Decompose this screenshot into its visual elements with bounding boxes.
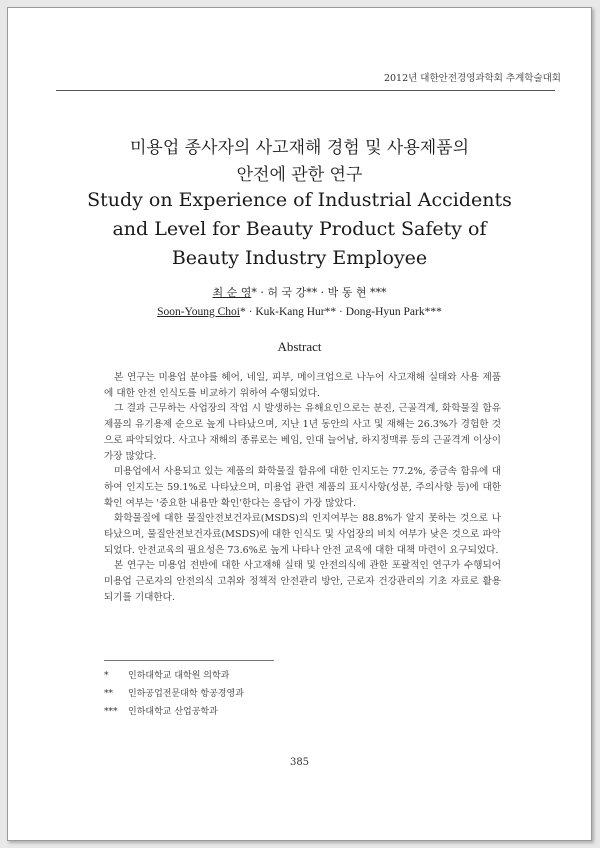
other-authors-ko: · 허 국 강** · 박 동 현 *** xyxy=(256,286,387,299)
english-authors xyxy=(8,306,591,318)
footnote xyxy=(104,703,244,721)
korean-title-line: 미용업 종사자의 사고재해 경험 및 사용제품의 xyxy=(129,138,470,158)
english-title-line: Study on Experience of Industrial Accidents xyxy=(87,189,512,211)
other-authors-en: · Kuk-Kang Hur** · Dong-Hyun Park*** xyxy=(245,306,442,318)
abstract-paragraph: 미용업에서 사용되고 있는 제품의 화학물질 함유에 대한 인지도는 77.2%, 중금속 함유에 대하여 인지도는 59.1%로 나타났으며, 미용업 관련 제품의 표시사항(성분, 주의사항 등)에 대한 확인 여부는 '중요한 내용만 확인'한다는 응답이 가장 많았다. xyxy=(104,466,501,509)
korean-title xyxy=(8,135,591,189)
header-rule xyxy=(56,90,555,91)
page-number: 385 xyxy=(289,757,310,768)
abstract-paragraph: 본 연구는 미용업 분야를 헤어, 네일, 피부, 메이크업으로 나누어 사고재해 실태와 사용 제품에 대한 안전 인식도를 비교하기 위하여 수행되었다. xyxy=(104,372,501,399)
footnote xyxy=(104,667,244,685)
footnote-mark: *** xyxy=(104,707,118,717)
korean-authors xyxy=(8,284,591,300)
running-header: 2012년 대한안전경영과학회 추계학술대회 xyxy=(383,73,561,84)
first-author-mark-ko: * xyxy=(251,286,257,299)
footnote-rule xyxy=(104,660,274,661)
footnote xyxy=(104,685,244,703)
abstract-paragraph: 화학물질에 대한 물질안전보건자료(MSDS)의 인지여부는 88.8%가 알지 못하는 것으로 나타났으며, 물질안전보건자료(MSDS)에 대한 인식도 및 사업장의 비치 여부가 낮은 것으로 파악되었다. 안전교육의 필요성은 73.6%로 높게 나타나 안전 교육에 대한 대책 마련이 요구되었다. xyxy=(104,513,501,556)
footnote-text: 인하대학교 대학원 의학과 xyxy=(128,671,230,681)
first-author-en: Soon-Young Choi xyxy=(157,306,240,318)
english-title-line: Beauty Industry Employee xyxy=(171,247,428,269)
first-author-ko: 최 순 영 xyxy=(212,286,252,299)
footnote-text: 인하공업전문대학 항공경영과 xyxy=(128,689,244,699)
abstract-body xyxy=(104,370,501,606)
abstract-paragraph: 그 결과 근무하는 사업장의 작업 시 발생하는 유해요인으로는 분진, 근골격계, 화학물질 함유 제품의 유기용제 순으로 높게 나타났으며, 지난 1년 동안의 사고 및 재해는 26.3%가 경험한 것으로 파악되었다. 사고나 재해의 종류로는 베임, 인대 늘어남, 하지정맥류 등의 근골격계 이상이 가장 많았다. xyxy=(104,403,501,462)
abstract-heading: Abstract xyxy=(277,339,322,354)
english-title-line: and Level for Beauty Product Safety of xyxy=(112,218,487,240)
footnote-mark: * xyxy=(104,671,109,681)
footnote-mark: ** xyxy=(104,689,113,699)
first-author-mark-en: * xyxy=(240,306,246,318)
footnotes xyxy=(104,667,244,721)
footnote-text: 인하대학교 산업공학과 xyxy=(128,707,218,717)
english-title xyxy=(8,186,591,273)
paper-page xyxy=(7,7,592,841)
abstract-paragraph: 본 연구는 미용업 전반에 대한 사고재해 실태 및 안전의식에 관한 포괄적인 연구가 수행되어 미용업 근로자의 안전의식 고취와 정책적 안전관리 방안, 근로자 건강관리의 기초 자료로 활용되기를 기대한다. xyxy=(104,560,501,603)
korean-title-line: 안전에 관한 연구 xyxy=(236,165,363,185)
